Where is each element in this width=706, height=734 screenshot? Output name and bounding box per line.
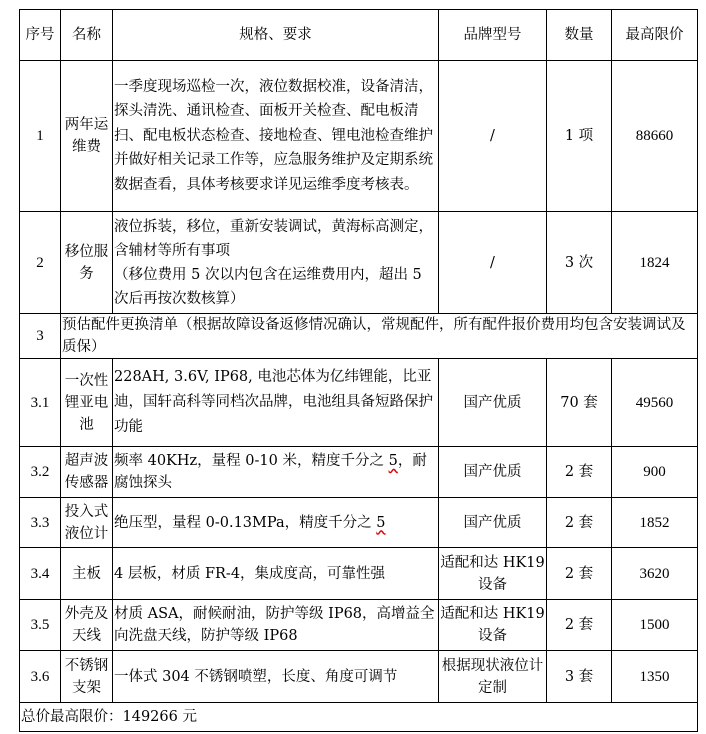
table-row-section	[20, 314, 698, 359]
row-no: 3.6	[20, 651, 61, 703]
row-no: 3	[20, 314, 61, 359]
row-brand: 适配和达 HK19 设备	[439, 600, 547, 651]
row-name: 外壳及天线	[61, 600, 113, 651]
table-row	[20, 498, 698, 548]
row-brand: 国产优质	[439, 359, 547, 447]
row-name: 主板	[61, 548, 113, 600]
row-no: 3.3	[20, 498, 61, 548]
row-spec: 一季度现场巡检一次，液位数据校准，设备清洁，探头清洗、通讯检查、面板开关检查、配电板清扫、配电板状态检查、接地检查、锂电池检查维护并做好相关记录工作等，应急服务维护及定期系统数据查看，具体考核要求详见运维季度考核表。	[113, 61, 439, 212]
table-row	[20, 447, 698, 498]
row-no: 2	[20, 212, 61, 314]
header-spec: 规格、要求	[113, 10, 439, 61]
row-name: 不锈钢支架	[61, 651, 113, 703]
spellcheck-mark: 5	[388, 453, 398, 469]
row-spec-main: 液位拆装，移位，重新安装调试，黄海标高测定，含辅材等所有事项	[114, 218, 433, 259]
row-name: 一次性锂亚电池	[61, 359, 113, 447]
row-qty: 2 套	[547, 498, 612, 548]
row-brand: 根据现状液位计定制	[439, 651, 547, 703]
row-qty: 3 套	[547, 651, 612, 703]
price-table	[19, 9, 698, 732]
table-row	[20, 212, 698, 314]
row-brand: /	[439, 212, 547, 314]
row-qty: 2 套	[547, 600, 612, 651]
row-price: 1350	[612, 651, 698, 703]
row-brand: /	[439, 61, 547, 212]
table-row	[20, 548, 698, 600]
row-qty: 1 项	[547, 61, 612, 212]
row-price: 1852	[612, 498, 698, 548]
row-qty: 2 套	[547, 447, 612, 498]
total-price: 总价最高限价：149266 元	[20, 703, 698, 732]
row-qty: 70 套	[547, 359, 612, 447]
row-spec: 228AH, 3.6V, IP68, 电池芯体为亿纬锂能，比亚迪，国轩高科等同档次品牌，电池组具备短路保护功能	[113, 359, 439, 447]
row-price: 3620	[612, 548, 698, 600]
row-brand: 国产优质	[439, 498, 547, 548]
row-no: 1	[20, 61, 61, 212]
row-price: 900	[612, 447, 698, 498]
header-price: 最高限价	[612, 10, 698, 61]
row-no: 3.5	[20, 600, 61, 651]
spec-text: 频率 40KHz，量程 0-10 米，精度千分之	[114, 453, 389, 469]
row-no: 3.2	[20, 447, 61, 498]
total-row	[20, 703, 698, 732]
row-price: 49560	[612, 359, 698, 447]
row-qty: 3 次	[547, 212, 612, 314]
table-header-row	[20, 10, 698, 61]
header-name: 名称	[61, 10, 113, 61]
row-spec	[113, 447, 439, 498]
row-spec: 材质 ASA，耐候耐油，防护等级 IP68，高增益全向洗盘天线，防护等级 IP68	[113, 600, 439, 651]
row-no: 3.1	[20, 359, 61, 447]
row-brand: 国产优质	[439, 447, 547, 498]
row-no: 3.4	[20, 548, 61, 600]
row-price: 88660	[612, 61, 698, 212]
spellcheck-mark: 5	[376, 514, 386, 531]
row-name: 两年运维费	[61, 61, 113, 212]
row-qty: 2 套	[547, 548, 612, 600]
row-spec	[113, 212, 439, 314]
row-name: 投入式液位计	[61, 498, 113, 548]
row-brand: 适配和达 HK19 设备	[439, 548, 547, 600]
table-row	[20, 61, 698, 212]
row-spec-note: （移位费用 5 次以内包含在运维费用内，超出 5 次后再按次数核算）	[114, 266, 422, 307]
table-row	[20, 651, 698, 703]
header-qty: 数量	[547, 10, 612, 61]
table-row	[20, 359, 698, 447]
row-name: 移位服务	[61, 212, 113, 314]
row-price: 1500	[612, 600, 698, 651]
header-no: 序号	[20, 10, 61, 61]
table-row	[20, 600, 698, 651]
row-price: 1824	[612, 212, 698, 314]
row-spec: 4 层板，材质 FR-4，集成度高，可靠性强	[113, 548, 439, 600]
spec-text: 绝压型，量程 0-0.13MPa，精度千分之	[114, 514, 377, 531]
section-description: 预估配件更换清单（根据故障设备返修情况确认，常规配件，所有配件报价费用均包含安装调试及质保）	[61, 314, 698, 359]
spec-text: ，耐腐蚀探头	[114, 453, 427, 491]
header-brand: 品牌型号	[439, 10, 547, 61]
row-spec: 一体式 304 不锈钢喷塑，长度、角度可调节	[113, 651, 439, 703]
row-spec	[113, 498, 439, 548]
row-name: 超声波传感器	[61, 447, 113, 498]
